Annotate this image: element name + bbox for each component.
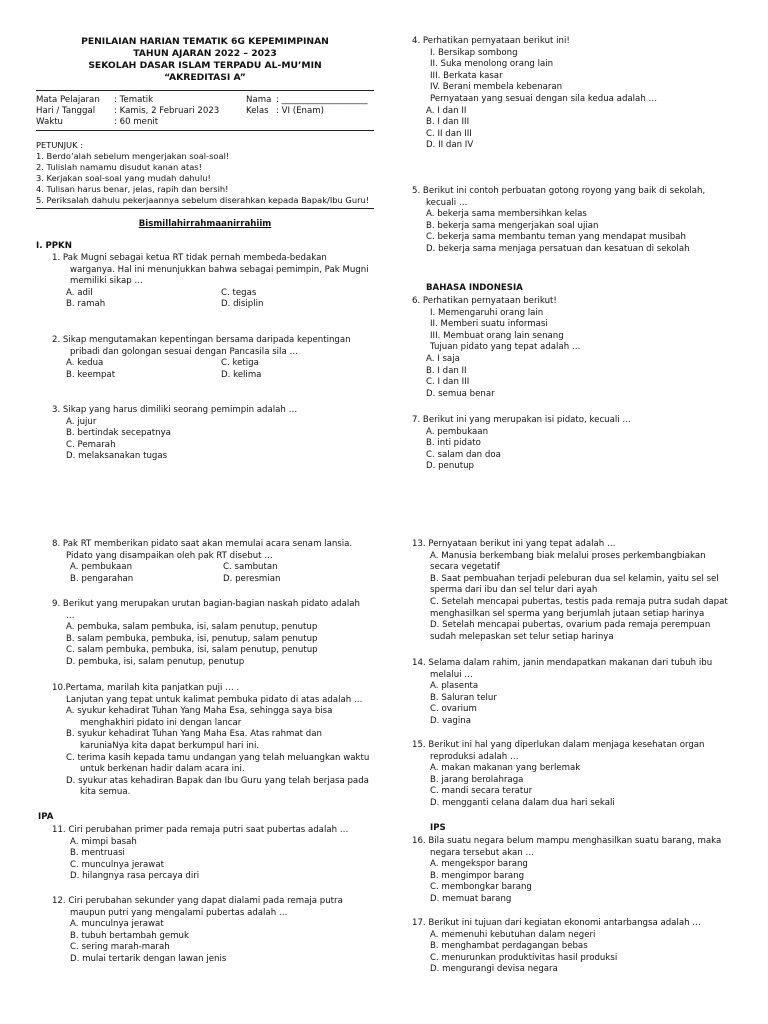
date-label: Hari / Tanggal (36, 106, 96, 116)
question-stem: 17. Berikut ini tujuan dari kegiatan ekonomi antarbangsa adalah … (412, 918, 701, 928)
option-a[interactable]: A. memenuhi kebutuhan dalam negeri (430, 929, 596, 940)
statement-item: II. Memberi suatu informasi (430, 319, 548, 330)
statement-item: III. Berkata kasar (430, 70, 503, 81)
option-b[interactable]: B. I dan III (426, 117, 470, 128)
question-2 (52, 335, 376, 381)
question-stem: 13. Pernyataan berikut ini yang tepat adalah … (412, 539, 616, 549)
question-7 (412, 415, 742, 473)
option-c[interactable]: C. tegas (221, 287, 257, 298)
option-c[interactable]: C. salam pembuka, pembuka, isi, salam penutup, penutup (66, 645, 318, 656)
option-c[interactable]: C. munculnya jerawat (70, 859, 164, 870)
section-ips: IPS (430, 823, 446, 833)
option-b[interactable]: B. menghambat perdagangan bebas (430, 941, 588, 952)
option-d[interactable]: D. II dan IV (426, 140, 474, 151)
option-d[interactable]: D. hilangnya rasa percaya diri (70, 871, 200, 882)
instruction-item: 4. Tulisan harus benar, jelas, rapih dan bersih! (36, 184, 229, 194)
option-b[interactable]: B. bertindak secepatnya (66, 428, 171, 439)
option-c[interactable]: C. bekerja sama membantu teman yang mendapat musibah (426, 232, 686, 243)
question-stem: 12. Ciri perubahan sekunder yang dapat dialami pada remaja putra (52, 896, 343, 906)
instructions-divider (36, 208, 374, 209)
option-c[interactable]: C. salam dan doa (426, 449, 501, 460)
question-stem: 2. Sikap mengutamakan kepentingan bersama daripada kepentingan (52, 335, 351, 345)
statement-item: II. Suka menolong orang lain (430, 59, 554, 70)
bismillah-text: Bismillahirrahmaanirrahiim (138, 219, 272, 229)
question-stem: 8. Pak RT memberikan pidato saat akan memulai acara senam lansia. (52, 539, 353, 549)
question-stem: 15. Berikut ini hal yang diperlukan dalam menjaga kesehatan organ (412, 740, 705, 750)
option-d-cont: kita semua. (80, 787, 131, 798)
instruction-item: 5. Periksalah dahulu pekerjaannya sebelum diserahkan kepada Bapak/Ibu Guru! (36, 195, 370, 205)
option-d[interactable]: D. kelima (221, 369, 262, 380)
option-d[interactable]: D. bekerja sama menjaga persatuan dan kesatuan di sekolah (426, 243, 690, 254)
option-b[interactable]: B. I dan II (426, 365, 467, 376)
question-9 (52, 599, 378, 669)
subject-label: Mata Pelajaran (36, 95, 100, 105)
option-d[interactable]: D. disiplin (221, 299, 264, 310)
option-c[interactable]: C. sering marah-marah (70, 942, 170, 953)
option-c[interactable]: C. ketiga (221, 358, 259, 369)
question-stem: melalui … (430, 669, 473, 680)
option-d[interactable]: D. vagina (430, 715, 471, 726)
option-d[interactable]: D. mengurangi devisa negara (430, 964, 558, 975)
option-b[interactable]: B. mentruasi (70, 848, 125, 859)
question-5 (412, 186, 752, 256)
statement-item: I. Bersikap sombong (430, 47, 518, 58)
option-d[interactable]: D. memuat barang (430, 893, 512, 904)
bismillah (36, 219, 374, 231)
question-stem: 7. Berikut ini yang merupakan isi pidato, kecuali … (412, 415, 631, 425)
option-a[interactable]: A. I dan II (426, 105, 467, 116)
question-stem: 9. Berikut yang merupakan urutan bagian-bagian naskah pidato adalah (52, 599, 361, 609)
question-15 (412, 740, 752, 810)
question-stem: 14. Selama dalam rahim, janin mendapatkan makanan dari tubuh ibu (412, 658, 713, 668)
exam-info (36, 95, 374, 128)
subject-value: : Tematik (114, 95, 154, 105)
question-stem: pribadi dan golongan sesuai dengan Pancasila sila … (70, 346, 299, 357)
option-a[interactable]: A. adil (66, 287, 93, 298)
question-stem: memiliki sikap … (70, 276, 144, 287)
option-c[interactable]: C. menurunkan produktivitas hasil produksi (430, 952, 618, 963)
info-divider (36, 130, 374, 131)
instruction-item: 2. Tulislah namamu disudut kanan atas! (36, 162, 202, 172)
option-c[interactable]: C. Setelah mencapai pubertas, testis pada remaja putra sudah dapat (430, 596, 728, 607)
question-stem: Lanjutan yang tepat untuk kalimat pembuka pidato di atas adalah … (66, 694, 363, 705)
question-17 (412, 918, 752, 976)
option-b[interactable]: B. syukur kehadirat Tuhan Yang Maha Esa. Atas rahmat dan (66, 729, 322, 740)
option-c[interactable]: C. mandi secara teratur (430, 786, 533, 797)
option-a[interactable]: A. kedua (66, 358, 104, 369)
question-8 (52, 539, 376, 585)
option-d[interactable]: D. mulai tertarik dengan lawan jenis (70, 953, 227, 964)
time-value: : 60 menit (114, 117, 159, 127)
name-field[interactable]: : ____________________ (276, 95, 368, 105)
question-stem: 1. Pak Mugni sebagai ketua RT tidak pernah membeda-bedakan (52, 253, 327, 263)
option-a[interactable]: A. mengekspor barang (430, 859, 528, 870)
question-stem: 16. Bila suatu negara belum mampu menghasilkan suatu barang, maka (412, 836, 722, 846)
class-label: Kelas (246, 106, 269, 116)
option-b[interactable]: B. tubuh bertambah gemuk (70, 930, 189, 941)
option-b[interactable]: B. inti pidato (426, 438, 481, 449)
header-accreditation: “AKREDITASI A” (164, 72, 246, 83)
option-b-cont: karuniaNya kita dapat berkumpul hari ini. (80, 740, 260, 751)
question-16 (412, 836, 752, 906)
option-c[interactable]: C. ovarium (430, 704, 477, 715)
option-a[interactable]: A. pembuka, salam pembuka, isi, salam penutup, penutup (66, 622, 318, 633)
option-b[interactable]: B. jarang berolahraga (430, 774, 524, 785)
option-d[interactable]: D. semua benar (426, 388, 495, 399)
option-d[interactable]: D. pembuka, isi, salam penutup, penutup (66, 656, 245, 667)
section-ppkn: I. PPKN (36, 241, 72, 251)
question-stem: … (66, 610, 75, 621)
option-c[interactable]: C. sambutan (223, 562, 278, 573)
option-a[interactable]: A. I saja (426, 353, 460, 364)
name-label: Nama (246, 95, 272, 105)
option-c[interactable]: C. II dan III (426, 128, 472, 139)
header-divider (36, 90, 374, 91)
option-a[interactable]: A. plasenta (430, 681, 479, 692)
option-c[interactable]: C. I dan III (426, 377, 470, 388)
question-stem: warganya. Hal ini menunjukkan bahwa sebagai pemimpin, Pak Mugni (70, 264, 369, 275)
option-d-cont: sudah melepaskan set telur setiap harinya (430, 631, 614, 642)
option-b[interactable]: B. salam pembuka, pembuka, isi, penutup, salam penutup (66, 633, 318, 644)
question-stem: kecuali … (426, 197, 468, 208)
option-b[interactable]: B. Saat pembuahan terjadi peleburan dua sel kelamin, yaitu sel sel (430, 573, 719, 584)
question-stem: 3. Sikap yang harus dimiliki seorang pemimpin adalah … (52, 405, 298, 415)
option-d[interactable]: D. penutup (426, 461, 474, 472)
question-stem: Pernyataan yang sesuai dengan sila kedua adalah … (430, 93, 658, 104)
option-c-cont: menghasilkan sel sperma yang berjumlah jutaan setiap harinya (430, 608, 705, 619)
option-a[interactable]: A. bekerja sama membersihkan kelas (426, 209, 587, 220)
option-b[interactable]: B. pengarahan (70, 573, 134, 584)
option-a[interactable]: A. syukur kehadirat Tuhan Yang Maha Esa, sehingga saya bisa (66, 706, 333, 717)
question-stem: 5. Berikut ini contoh perbuatan gotong royong yang baik di sekolah, (412, 186, 706, 196)
option-d[interactable]: D. mengganti celana dalam dua hari sekali (430, 797, 615, 808)
statement-item: IV. Berani membela kebenaran (430, 82, 563, 93)
question-11 (52, 825, 376, 883)
question-4 (412, 36, 742, 152)
question-stem: Tujuan pidato yang tepat adalah … (430, 342, 581, 353)
question-stem: negara tersebut akan … (430, 847, 535, 858)
option-b[interactable]: B. Saluran telur (430, 692, 497, 703)
instructions (36, 140, 374, 206)
question-stem: 4. Perhatikan pernyataan berikut ini! (412, 36, 570, 46)
option-a-cont: secara vegetatif (430, 562, 500, 573)
option-a[interactable]: A. Manusia berkembang biak melalui proses perkembangbiakan (430, 550, 706, 561)
option-d[interactable]: D. Setelah mencapai pubertas, ovarium pada remaja perempuan (430, 620, 711, 631)
time-label: Waktu (36, 117, 64, 127)
question-stem: 11. Ciri perubahan primer pada remaja putri saat pubertas adalah … (52, 825, 349, 835)
option-a[interactable]: A. makan makanan yang berlemak (430, 763, 581, 774)
option-d[interactable]: D. peresmian (223, 573, 281, 584)
question-13 (412, 539, 752, 643)
option-a-cont: menghakhiri pidato ini dengan lancar (80, 717, 242, 728)
option-c-cont: untuk berkenan hadir dalam acara ini. (80, 764, 245, 775)
question-6 (412, 296, 742, 400)
option-d[interactable]: D. melaksanakan tugas (66, 451, 168, 462)
header-year: TAHUN AJARAN 2022 – 2023 (133, 48, 277, 59)
question-3 (52, 405, 376, 463)
option-a[interactable]: A. mimpi basah (70, 836, 137, 847)
section-bahasa-indonesia: BAHASA INDONESIA (426, 283, 523, 293)
question-stem: reproduksi adalah … (430, 751, 519, 762)
question-10 (52, 683, 378, 799)
option-c[interactable]: C. Pemarah (66, 439, 116, 450)
instructions-title: PETUNJUK : (36, 140, 83, 150)
question-stem: maupun putri yang mengalami pubertas adalah … (70, 907, 288, 918)
question-stem: 10.Pertama, marilah kita panjatkan puji … . (52, 683, 240, 693)
instruction-item: 3. Kerjakan soal-soal yang mudah dahulu! (36, 173, 211, 183)
option-b[interactable]: B. ramah (66, 299, 106, 310)
option-d[interactable]: D. syukur atas kehadiran Bapak dan Ibu Guru yang telah berjasa pada (66, 775, 369, 786)
option-c[interactable]: C. membongkar barang (430, 882, 532, 893)
question-stem: Pidato yang disampaikan oleh pak RT disebut … (66, 550, 273, 561)
question-14 (412, 658, 752, 728)
option-b[interactable]: B. keempat (66, 369, 116, 380)
option-b[interactable]: B. bekerja sama mengerjakan soal ujian (426, 220, 599, 231)
option-c[interactable]: C. terima kasih kepada tamu undangan yang telah meluangkan waktu (66, 752, 370, 763)
option-a[interactable]: A. jujur (66, 416, 97, 427)
question-12 (52, 896, 376, 966)
question-stem: 6. Perhatikan pernyataan berikut! (412, 296, 557, 306)
option-a[interactable]: A. pembukaan (426, 426, 489, 437)
option-a[interactable]: A. pembukaan (70, 562, 133, 573)
header-title: PENILAIAN HARIAN TEMATIK 6G KEPEMIMPINAN (81, 36, 329, 47)
instruction-item: 1. Berdo’alah sebelum mengerjakan soal-soal! (36, 151, 230, 161)
exam-header (36, 36, 374, 84)
option-b-cont: sperma dari ibu dan sel telur dari ayah (430, 585, 598, 596)
question-1 (52, 253, 376, 311)
header-school: SEKOLAH DASAR ISLAM TERPADU AL-MU’MIN (88, 60, 322, 71)
class-value: : VI (Enam) (276, 106, 324, 116)
date-value: : Kamis, 2 Februari 2023 (114, 106, 220, 116)
section-ipa: IPA (38, 812, 54, 822)
statement-item: III. Membuat orang lain senang (430, 330, 564, 341)
option-a[interactable]: A. munculnya jerawat (70, 919, 164, 930)
option-b[interactable]: B. mengimpor barang (430, 870, 525, 881)
statement-item: I. Memengaruhi orang lain (430, 307, 544, 318)
